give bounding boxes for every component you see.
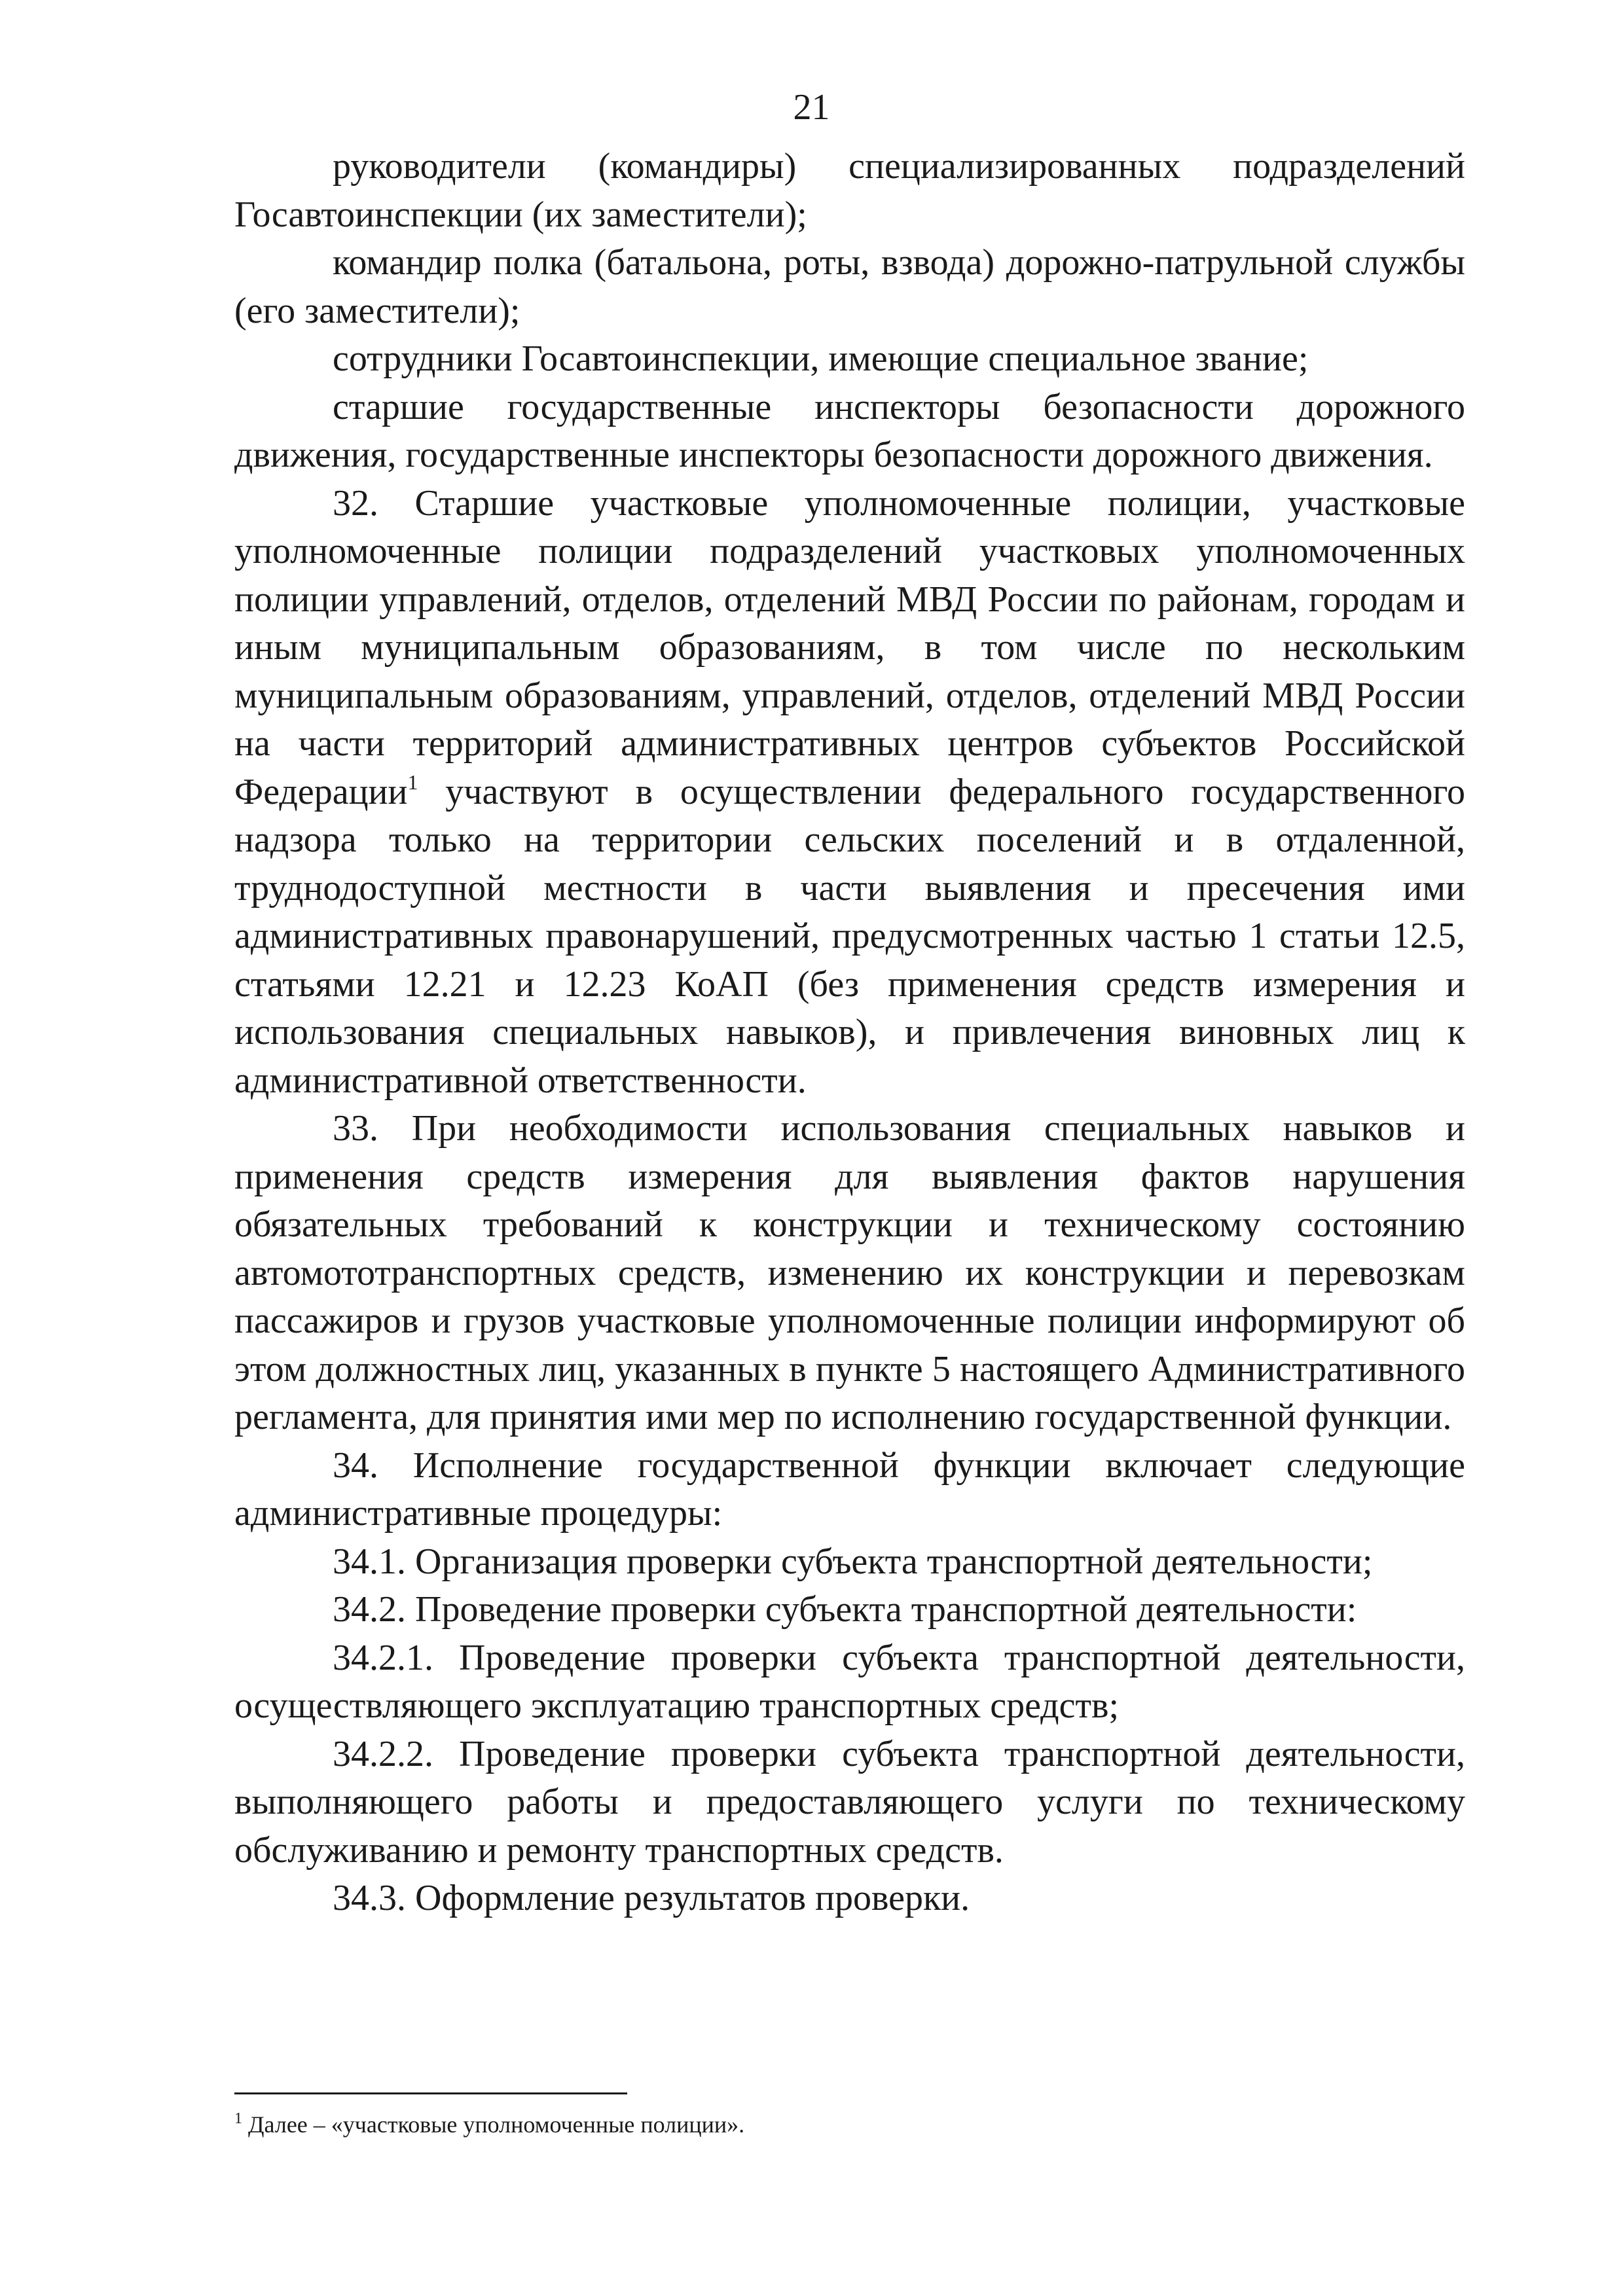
paragraph-32: [234, 480, 1465, 1105]
paragraph-regiment-commander: командир полка (батальона, роты, взвода) дорожно-патрульной службы (его заместители);: [234, 242, 1465, 331]
paragraph-34-3: 34.3. Оформление результатов проверки.: [333, 1878, 970, 1918]
footnote-separator: [234, 2092, 627, 2094]
paragraph-state-inspectors: старшие государственные инспекторы безопасности дорожного движения, государственные инспекторы безопасности дорожного движения.: [234, 386, 1465, 475]
paragraph-34: 34. Исполнение государственной функции включает следующие административные процедуры:: [234, 1444, 1465, 1534]
paragraph-32-text-after: участвуют в осуществлении федерального государственного надзора только на территории сельских поселений и в отдаленной, труднодоступной местности в части выявления и пресечения ими административных правонарушений, предусмотренных частью 1 статьи 12.5, статьями 12.21 и 12.23 КоАП (без применения средств измерения и использования специальных навыков), и привлечения виновных лиц к административной ответственности.: [234, 771, 1465, 1101]
paragraph-34-2-1: 34.2.1. Проведение проверки субъекта транспортной деятельности, осуществляющего эксплуатацию транспортных средств;: [234, 1637, 1465, 1726]
paragraph-gai-officers: сотрудники Госавтоинспекции, имеющие специальное звание;: [333, 338, 1309, 379]
paragraph-33: 33. При необходимости использования специальных навыков и применения средств измерения для выявления фактов нарушения обязательных требований к конструкции и техническому состоянию автомототранспортных средств, изменению их конструкции и перевозкам пассажиров и грузов участковые уполномоченные полиции информируют об этом должностных лиц, указанных в пункте 5 настоящего Административного регламента, для принятия ими мер по исполнению государственной функции.: [234, 1108, 1465, 1437]
paragraph-34-2-2: 34.2.2. Проведение проверки субъекта транспортной деятельности, выполняющего работы и предоставляющего услуги по техническому обслуживанию и ремонту транспортных средств.: [234, 1733, 1465, 1871]
paragraph-32-text-before: 32. Старшие участковые уполномоченные полиции, участковые уполномоченные полиции подразделений участковых уполномоченных полиции управлений, отделов, отделений МВД России по районам, городам и иным муниципальным образованиям, в том числе по нескольким муниципальным образованиям, управлений, отделов, отделений МВД России на части территорий административных центров субъектов Российской Федерации: [234, 482, 1465, 812]
footnote-text: Далее – «участковые уполномоченные полиции».: [242, 2111, 745, 2138]
page-number: 21: [793, 87, 830, 128]
footnote: [234, 2109, 1465, 2140]
paragraph-heads-specialized-units: руководители (командиры) специализированных подразделений Госавтоинспекции (их заместители);: [234, 146, 1465, 235]
footnote-reference: 1: [407, 770, 418, 794]
paragraph-34-2: 34.2. Проведение проверки субъекта транспортной деятельности:: [333, 1589, 1357, 1630]
paragraph-34-1: 34.1. Организация проверки субъекта транспортной деятельности;: [333, 1541, 1373, 1582]
footnote-marker: 1: [234, 2110, 242, 2127]
document-body: [234, 143, 1465, 1923]
